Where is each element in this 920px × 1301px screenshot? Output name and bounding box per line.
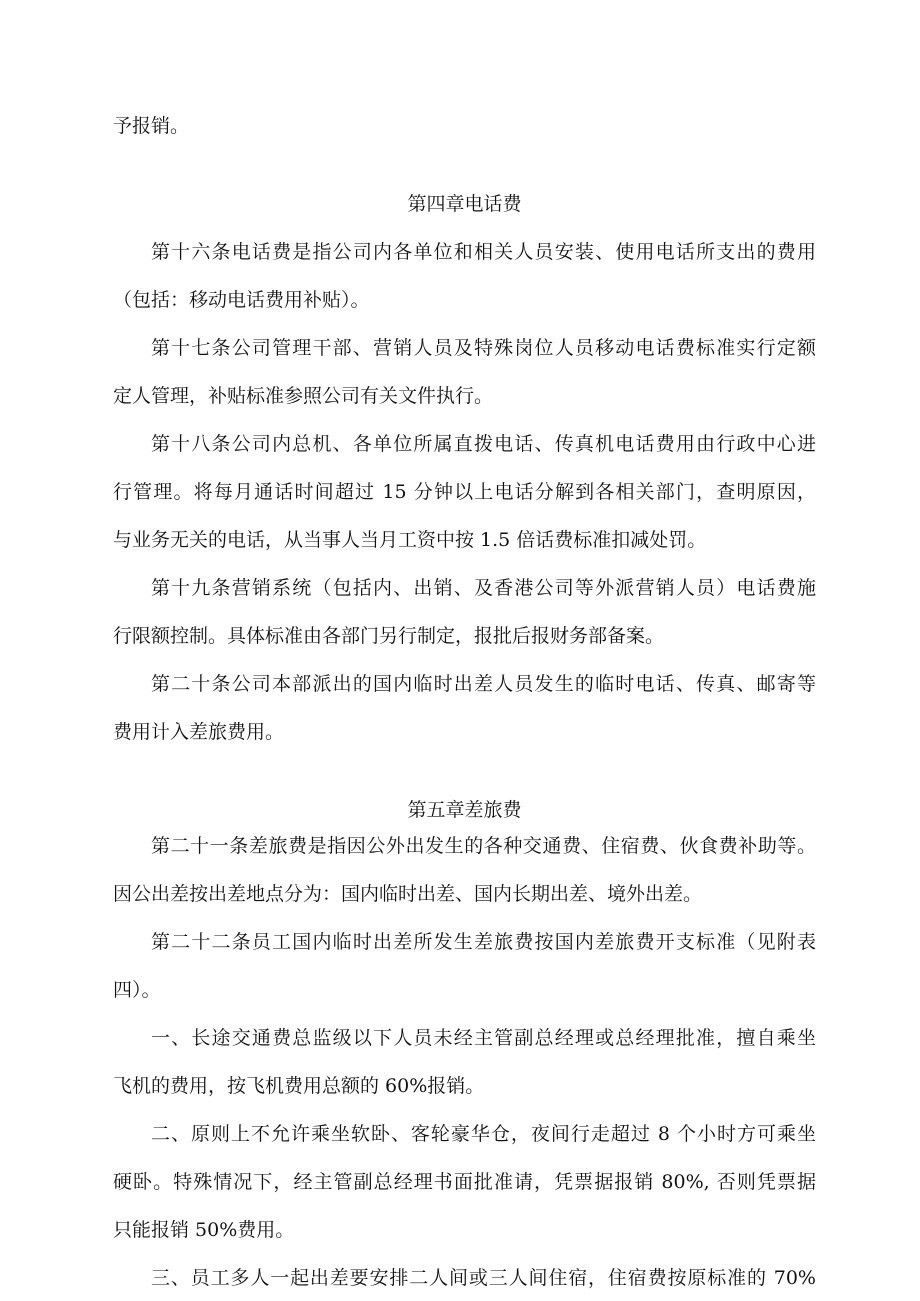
text-line: 只能报销 50%费用。 — [113, 1219, 295, 1241]
text-line: 一、长途交通费总监级以下人员未经主管副总经理或总经理批准，擅自乘坐 — [151, 1027, 816, 1049]
text-line: 第十六条电话费是指公司内各单位和相关人员安装、使用电话所支出的费用 — [151, 241, 816, 263]
text-line: 予报销。 — [113, 115, 190, 137]
article-19 — [113, 574, 816, 650]
text-line: （包括：移动电话费用补贴）。 — [113, 289, 370, 311]
text-line: 第二十一条差旅费是指因公外出发生的各种交通费、住宿费、伙食费补助等。 — [151, 835, 816, 857]
item-one — [113, 1024, 816, 1100]
text-line: 费用计入差旅费用。 — [113, 721, 285, 743]
article-21 — [113, 832, 816, 908]
article-17 — [113, 334, 816, 410]
chapter-four-heading: 第四章电话费 — [407, 193, 522, 215]
text-line: 飞机的费用，按飞机费用总额的 60%报销。 — [113, 1075, 485, 1097]
text-line: 行限额控制。具体标准由各部门另行制定，报批后报财务部备案。 — [113, 625, 665, 647]
text-line: 硬卧。特殊情况下，经主管副总经理书面批准请，凭票据报销 80%, 否则凭票据 — [113, 1171, 816, 1193]
text-line: 第二十条公司本部派出的国内临时出差人员发生的临时电话、传真、邮寄等 — [151, 673, 816, 695]
article-16 — [113, 238, 816, 314]
item-three — [113, 1264, 816, 1292]
item-two — [113, 1120, 816, 1244]
text-line: 与业务无关的电话，从当事人当月工资中按 1.5 倍话费标准扣减处罚。 — [113, 529, 707, 551]
article-22 — [113, 928, 816, 1004]
text-line: 四）。 — [113, 979, 161, 1001]
article-20 — [113, 670, 816, 746]
text-line: 行管理。将每月通话时间超过 15 分钟以上电话分解到各相关部门，查明原因， — [113, 481, 816, 503]
chapter-five-heading: 第五章差旅费 — [407, 799, 522, 821]
text-line: 第十七条公司管理干部、营销人员及特殊岗位人员移动电话费标准实行定额 — [151, 337, 816, 359]
text-line: 三、员工多人一起出差要安排二人间或三人间住宿，住宿费按原标准的 70% — [151, 1267, 816, 1289]
document-page — [113, 112, 816, 1292]
text-line: 因公出差按出差地点分为：国内临时出差、国内长期出差、境外出差。 — [113, 883, 703, 905]
text-line: 第二十二条员工国内临时出差所发生差旅费按国内差旅费开支标准（见附表 — [151, 931, 816, 953]
text-line: 定人管理，补贴标准参照公司有关文件执行。 — [113, 385, 494, 407]
text-line: 第十九条营销系统（包括内、出销、及香港公司等外派营销人员）电话费施 — [151, 577, 816, 599]
text-line: 第十八条公司内总机、各单位所属直拨电话、传真机电话费用由行政中心进 — [151, 433, 816, 455]
text-line: 二、原则上不允许乘坐软卧、客轮豪华仓，夜间行走超过 8 个小时方可乘坐 — [151, 1123, 816, 1145]
article-18 — [113, 430, 816, 554]
